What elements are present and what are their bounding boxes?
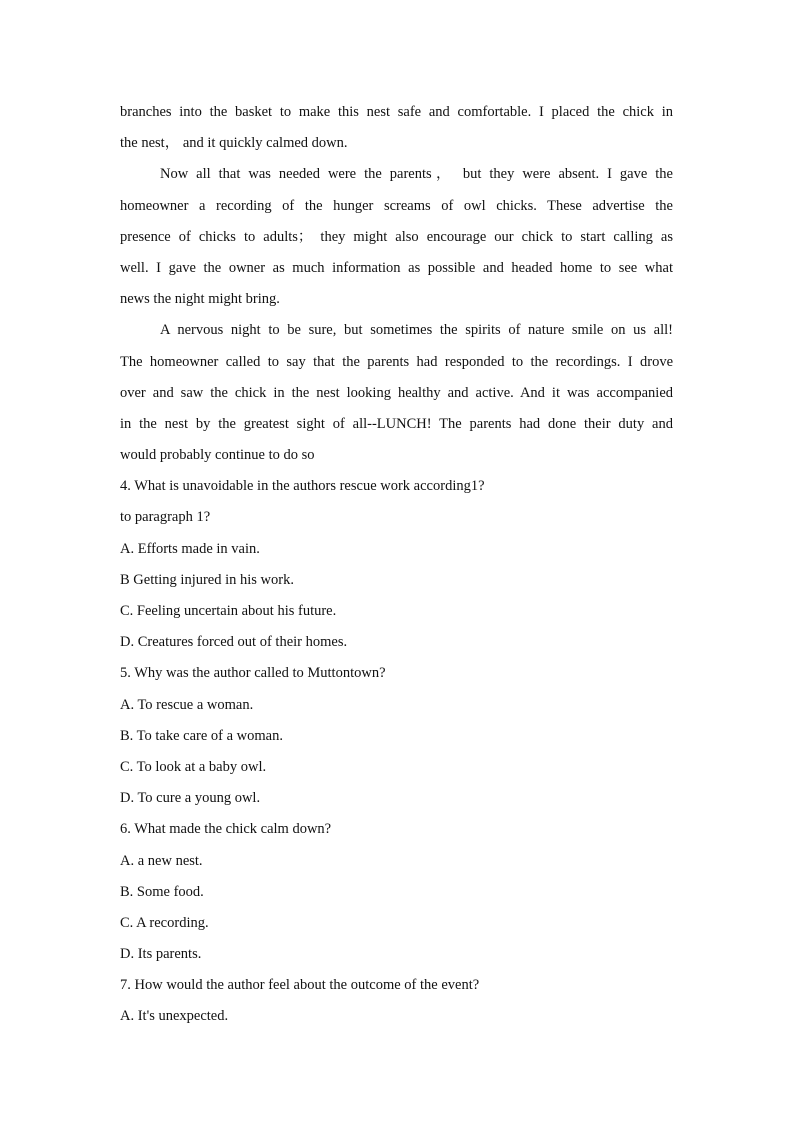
- passage-line: A nervous night to be sure, but sometimes the spirits of nature smile on us all!: [160, 322, 673, 339]
- document-page: [120, 97, 673, 1033]
- answer-option: B. To take care of a woman.: [120, 727, 283, 744]
- passage-line: presence of chicks to adults； they might also encourage our chick to start calling as: [120, 228, 673, 245]
- passage-line: over and saw the chick in the nest looking healthy and active. And it was accompanied: [120, 384, 673, 401]
- answer-option: D. To cure a young owl.: [120, 790, 261, 807]
- answer-option: B Getting injured in his work.: [120, 571, 294, 588]
- passage-line: well. I gave the owner as much information as possible and headed home to see what: [120, 259, 673, 276]
- answer-option: C. To look at a baby owl.: [120, 758, 267, 775]
- answer-option: D. Creatures forced out of their homes.: [120, 634, 348, 651]
- answer-option: A. a new nest.: [120, 852, 203, 869]
- passage-line: in the nest by the greatest sight of all--LUNCH! The parents had done their duty and: [120, 415, 673, 432]
- answer-option: A. It's unexpected.: [120, 1008, 229, 1025]
- question-stem: 5. Why was the author called to Muttontown?: [120, 665, 386, 682]
- passage-line: Now all that was needed were the parents， but they were absent. I gave the: [160, 166, 673, 183]
- answer-option: A. To rescue a woman.: [120, 696, 254, 713]
- passage-line: branches into the basket to make this nest safe and comfortable. I placed the chick in: [120, 104, 673, 120]
- passage-line: news the night might bring.: [120, 291, 280, 308]
- passage-line: homeowner a recording of the hunger screams of owl chicks. These advertise the: [120, 197, 673, 214]
- answer-option: B. Some food.: [120, 883, 204, 900]
- question-stem: 6. What made the chick calm down?: [120, 821, 332, 838]
- answer-option: C. A recording.: [120, 914, 209, 931]
- passage-line: the nest， and it quickly calmed down.: [120, 135, 348, 152]
- passage-line: would probably continue to do so: [120, 447, 315, 464]
- question-stem: 4. What is unavoidable in the authors rescue work according1?: [120, 478, 485, 495]
- answer-option: D. Its parents.: [120, 946, 202, 963]
- question-stem: 7. How would the author feel about the outcome of the event?: [120, 977, 480, 994]
- answer-option: A. Efforts made in vain.: [120, 540, 260, 557]
- answer-option: C. Feeling uncertain about his future.: [120, 603, 337, 619]
- question-stem: to paragraph 1?: [120, 509, 211, 526]
- passage-line: The homeowner called to say that the parents had responded to the recordings. I drove: [120, 353, 673, 370]
